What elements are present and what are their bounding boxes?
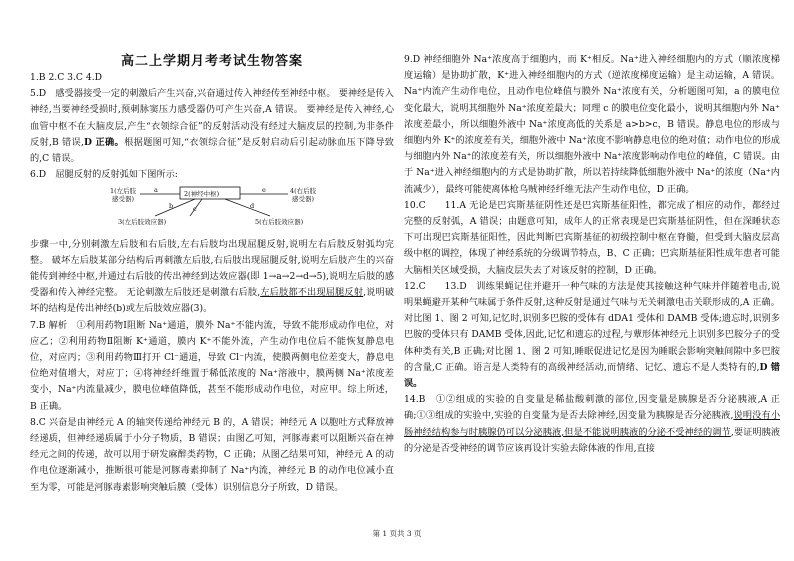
diagram-right-receptor-2: 感受器)	[292, 195, 315, 204]
diagram-right-receptor: 4(右后肢	[290, 187, 317, 196]
answer-6-explanation: 步骤一中,分别刺激左后肢和右后肢,左右后肢均出现屈腿反射,说明左右后肢反射弧均完整。 破坏左后肢某部分结构后再刺激左后肢,右后肢出现屈腿反射,说明左后肢产生的兴奋能传到神经中枢,并通过右后肢的传出神经到达效应器(即 1→a→2→d→5),说明左后肢的感受器和传入神经完整。 无论刺激左后肢还是刺激右后肢,左后肢都不出现屈腿反射,说明破坏的结构是传出神经(b)或左后肢效应器(3)。	[30, 238, 395, 315]
diagram-label-c: c	[193, 205, 197, 214]
answer-14: 14.B ①②组成的实验的自变量是稀盐酸刺激的部位,因变量是胰腺是否分泌胰液,A 正确;①③组成的实验中,实验的自变量为是否去除神经,因变量为胰腺是否分泌胰液,说明没有小肠神经结构参与时胰腺仍可以分泌胰液,但是不能说明胰液的分泌不受神经的调节,要证明胰液的分泌是否受神经的调节应该再设计实验去除体液的作用,直接	[404, 394, 781, 454]
diagram-center: 2(神经中枢)	[184, 190, 220, 199]
answer-10-11: 10.C 11.A 无论是巴宾斯基征阴性还是巴宾斯基征阳性，都完成了相应的动作，都经过完整的反射弧，A 错误；由题意可知，成年人的正常表现是巴宾斯基征阴性，但在深睡状态下可出现巴宾斯基征阳性，因此判断巴宾斯基征的初级控制中枢在脊髓，但受到大脑皮层高级中枢的调控，体现了神经系统的分级调节特点，B、C 正确；巴宾斯基征阳性成年患者可能大脑相关区域受损，大脑皮层失去了对该反射的控制，D 正确。	[404, 199, 780, 276]
page-title: 高二上学期月考考试生物答案	[120, 54, 303, 69]
diagram-label-a: a	[154, 186, 158, 195]
right-column	[404, 52, 780, 457]
reflex-arc-diagram	[30, 184, 394, 228]
answer-12-13: 12.C 13.D 训练果蝇记住并避开一种气味的方法是使其接触这种气味并伴随着电击,说明果蝇避开某种气味属于条件反射,这种反射是通过气味与无关刺激电击关联形成的,A 正确。对比图 1、图 2 可知,记忆时,识别多巴胺的受体有 dDA1 受体和 DAMB 受体;遗忘时,识别多巴胺的受体只有 DAMB 受体,因此,记忆和遗忘的过程,与蕈形体神经元上识别多巴胺分子的受体种类有关,B 正确;对比图 1、图 2 可知,睡眠促进记忆是因为睡眠会影响突触间隙中多巴胺的含量,C 正确。语言是人类特有的高级神经活动,而情绪、记忆、遗忘不是人类特有的,D 错误。	[404, 280, 780, 390]
answer-9: 9.D 神经细胞外 Na⁺浓度高于细胞内，而 K⁺相反。Na⁺进入神经细胞内的方式（顺浓度梯度运输）是协助扩散，K⁺进入神经细胞内的方式（逆浓度梯度运输）是主动运输，A 错误。Na⁺内流产生动作电位，且动作电位峰值与膜外 Na⁺浓度有关，分析题图可知，a 的膜电位变化最大，说明其细胞外 Na⁺浓度差最大；同理 c 的膜电位变化最小，说明其细胞内外 Na⁺浓度差最小，所以细胞外液中 Na⁺浓度高低的关系是 a>b>c，B 错误。静息电位的形成与细胞内外 K⁺的浓度差有关，细胞外液中 Na⁺浓度不影响静息电位的绝对值；动作电位的形成与细胞内外 Na⁺的浓度差有关，所以细胞外液中 Na⁺浓度影响动作电位的峰值，C 错误。由于 Na⁺进入神经细胞内的方式是协助扩散，所以若持续降低细胞外液中 Na⁺的浓度（Na⁺内流减少），最终可能使离体枪乌贼神经纤维无法产生动作电位，D 正确。	[404, 54, 780, 195]
diagram-left-effector: 3(左后肢效应器)	[118, 218, 167, 227]
diagram-right-effector: 5(右后肢效应器)	[255, 218, 304, 227]
diagram-label-b: b	[169, 202, 174, 211]
answer-6: 6.D 屈腿反射的反射弧如下图所示:	[30, 169, 178, 181]
left-column	[30, 70, 394, 496]
page-footer: 第 1 页共 3 页	[372, 529, 422, 538]
answer-1-4: 1.B 2.C 3.C 4.D	[30, 72, 103, 83]
diagram-label-e: e	[262, 186, 266, 195]
answer-8: 8.C 兴奋是由神经元 A 的轴突传递给神经元 B 的，A 错误；神经元 A 以胞吐方式释放神经递质，但神经递质属于小分子物质，B 错误；由图乙可知，河豚毒素可以阻断兴奋在神经元之间的传递，故可以用于研发麻醉类药物，C 正确；从图乙结果可知，神经元 A 的动作电位逐渐减小，推断很可能是河豚毒素抑制了 Na⁺内流，神经元 B 的动作电位减小直至为零，可能是河豚毒素影响突触后膜（受体）识别信息分子所致，D 错误。	[30, 416, 394, 493]
diagram-left-receptor-2: 感受器)	[112, 195, 135, 204]
diagram-label-d: d	[250, 202, 255, 211]
answer-7: 7.B 解析 ①利用药物Ⅰ阻断 Na⁺通道，膜外 Na⁺不能内流，导致不能形成动作电位，对应乙；②利用药物Ⅱ阻断 K⁺通道，膜内 K⁺不能外流，产生动作电位后不能恢复静息电位，对应丙；③利用药物Ⅲ打开 Cl⁻通道，导致 Cl⁻内流，使膜两侧电位差变大，静息电位绝对值增大，对应丁；④将神经纤维置于稀低浓度的 Na⁺溶液中，膜两侧 Na⁺浓度差变小，Na⁺内流量减少，膜电位峰值降低，甚至不能形成动作电位，对应甲。综上所述，B 正确。	[30, 319, 394, 412]
answer-5: 5.D 感受器接受一定的刺激后产生兴奋,兴奋通过传入神经传至神经中枢。 要神经是传入神经,当要神经受损时,预刺脉窦压力感受器仍可产生兴奋,A 错误。 要神经是传入神经,心血管中枢不在大脑皮层,产生“衣领综合征”的反射活动没有经过大脑皮层的控制,为非条件反射,B 错误,D 正确。根据题图可知,“衣领综合征”是反射启动后引起动脉血压下降导致的,C 错误。	[30, 88, 394, 165]
diagram-left-receptor: 1(左后肢	[110, 187, 137, 196]
